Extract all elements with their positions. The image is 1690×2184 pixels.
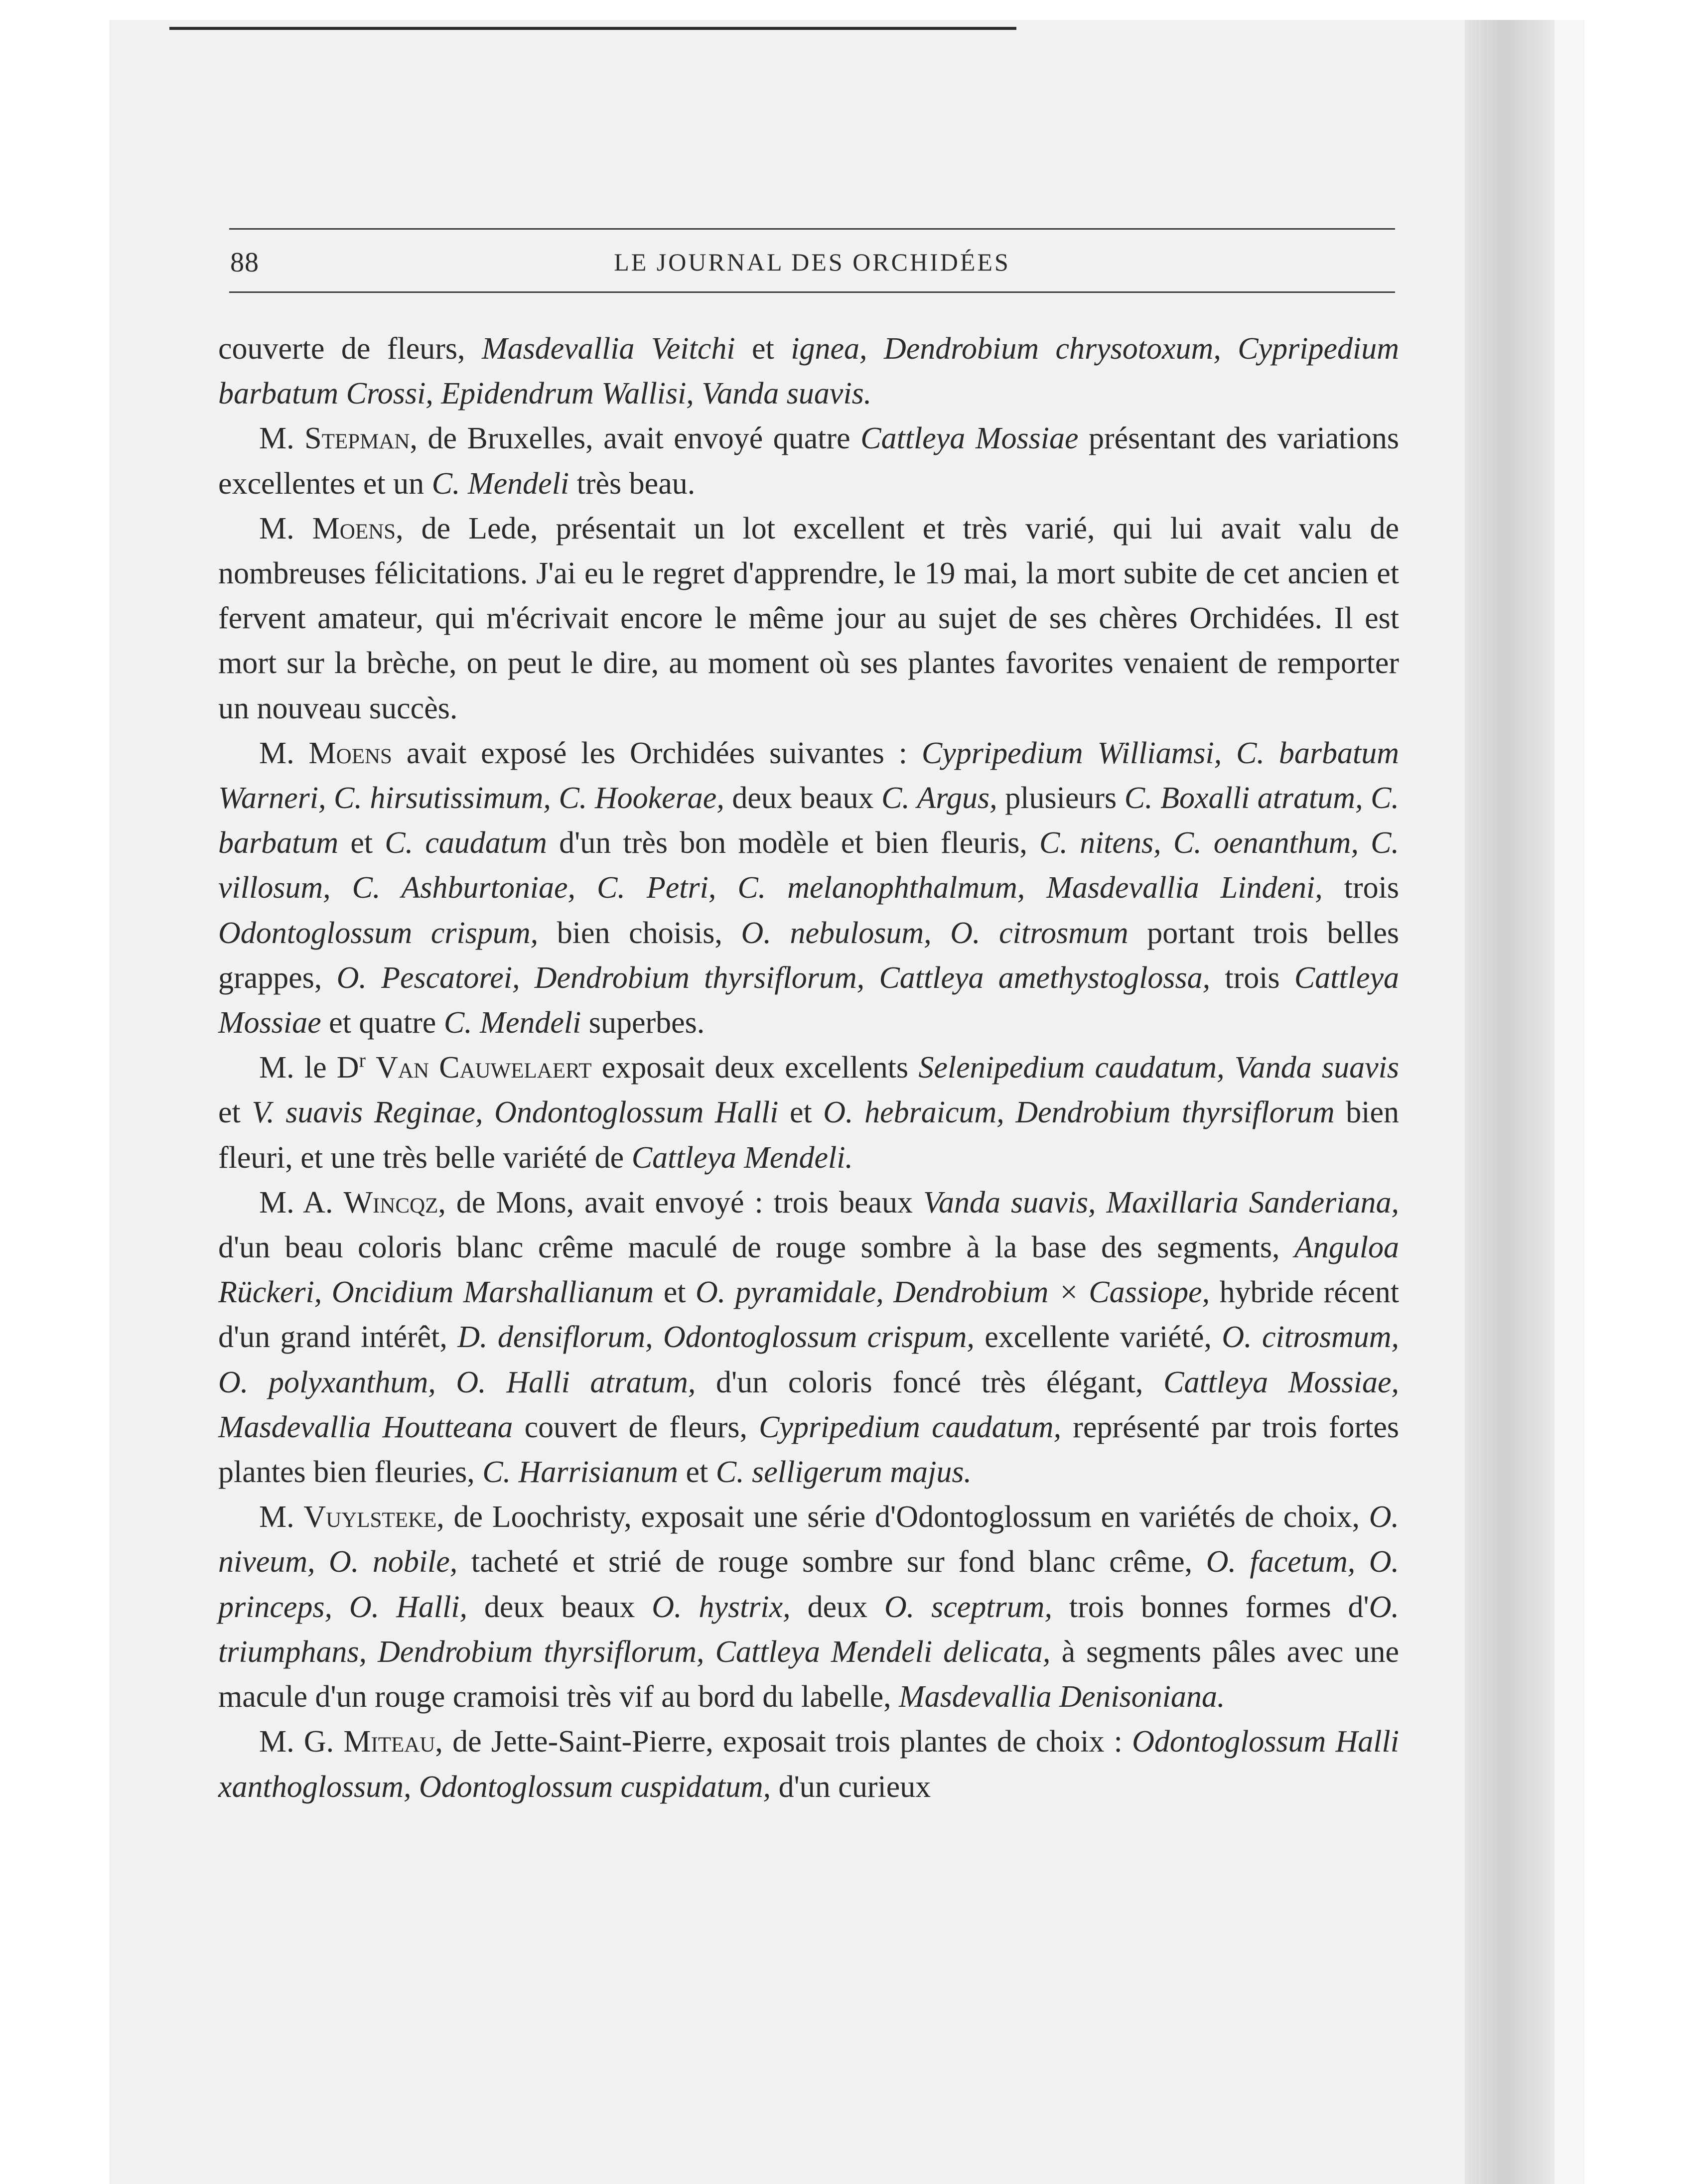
- italic-text: C. Boxalli atratum, C. barbatum: [218, 781, 1399, 860]
- italic-text: Cattleya Mossiae, Masdevallia Houtteana: [218, 1365, 1399, 1444]
- italic-text: Odontoglossum Halli xanthoglossum, Odontoglossum cuspidatum,: [218, 1725, 1399, 1804]
- text-run: et: [338, 826, 385, 860]
- text-run: trois: [1322, 871, 1399, 905]
- italic-text: C. selligerum majus.: [715, 1455, 972, 1490]
- text-run: bien choisis,: [538, 916, 741, 950]
- italic-text: O. hystrix,: [652, 1590, 791, 1624]
- text-run: [366, 1051, 376, 1085]
- text-run: portant trois belles grappes,: [218, 916, 1399, 995]
- text-run: très beau.: [569, 466, 696, 501]
- text-run: M.: [259, 421, 305, 456]
- paragraph: [218, 416, 1399, 506]
- italic-text: C. Mendeli: [431, 466, 569, 501]
- italic-text: O. nebulosum, O. citrosmum: [741, 916, 1128, 950]
- text-run: deux beaux: [467, 1590, 652, 1624]
- italic-text: O. niveum, O. nobile,: [218, 1500, 1399, 1579]
- name-smallcaps: Stepman: [304, 421, 410, 456]
- text-run: superbes.: [581, 1006, 705, 1040]
- text-run: d'un très bon modèle et bien fleuris,: [547, 826, 1040, 860]
- name-smallcaps: Wincqz: [343, 1185, 438, 1220]
- text-run: et: [218, 1095, 252, 1130]
- text-run: couverte de fleurs,: [218, 332, 482, 366]
- italic-text: C. Harrisianum: [482, 1455, 679, 1490]
- italic-text: O. citrosmum, O. polyxanthum, O. Halli atratum,: [218, 1320, 1399, 1399]
- scan-artifact-line: [169, 27, 1016, 30]
- running-title: LE JOURNAL DES ORCHIDÉES: [614, 248, 1010, 276]
- page-gutter-shadow: [1465, 20, 1554, 2184]
- italic-text: C. caudatum: [385, 826, 547, 860]
- name-smallcaps: Vuylsteke: [303, 1500, 437, 1534]
- text-run: M.: [259, 511, 312, 546]
- text-run: présentant des variations excellentes et un: [218, 421, 1399, 501]
- text-run: M.: [259, 1500, 304, 1534]
- text-run: d'un coloris foncé très élégant,: [696, 1365, 1164, 1399]
- text-run: couvert de fleurs,: [513, 1410, 759, 1444]
- text-run: deux beaux: [724, 781, 882, 816]
- text-run: d'un beau coloris blanc crême maculé de rouge sombre à la base des segments,: [218, 1230, 1294, 1265]
- text-run: M. le D: [259, 1051, 359, 1085]
- text-run: d'un curieux: [771, 1770, 931, 1804]
- text-run: et: [678, 1455, 716, 1490]
- italic-text: D. densiflorum, Odontoglossum crispum,: [457, 1320, 975, 1355]
- italic-text: Cattleya Mossiae: [218, 960, 1399, 1040]
- italic-text: ignea, Dendrobium chrysotoxum, Cypripedium barbatum Crossi, Epidendrum Wallisi, Vanda suavis.: [218, 332, 1400, 411]
- italic-text: Cypripedium Williamsi, C. barbatum Warneri, C. hirsutissimum, C. Hookerae,: [218, 736, 1399, 816]
- italic-text: Vanda suavis, Maxillaria Sanderiana,: [923, 1185, 1399, 1220]
- text-run: et: [735, 332, 791, 366]
- header-rule-bottom: [229, 291, 1395, 293]
- name-smallcaps: Van Cauwelaert: [376, 1051, 592, 1085]
- italic-text: C. Mendeli: [443, 1006, 581, 1040]
- text-run: excellente variété,: [974, 1320, 1222, 1355]
- text-run: tacheté et strié de rouge sombre sur fond blanc crême,: [457, 1545, 1206, 1579]
- italic-text: C. nitens, C. oenanthum, C. villosum, C. Ashburtoniae, C. Petri, C. melanophthalmum, Masdevallia Lindeni,: [218, 826, 1400, 905]
- paragraph: [218, 326, 1399, 416]
- text-run: hybride récent d'un grand intérêt,: [218, 1275, 1399, 1355]
- text-run: et: [654, 1275, 696, 1310]
- paragraph: [218, 1045, 1399, 1180]
- text-run: à segments pâles avec une macule d'un rouge cramoisi très vif au bord du labelle,: [218, 1635, 1399, 1714]
- italic-text: Anguloa Rückeri, Oncidium Marshallianum: [218, 1230, 1399, 1310]
- page-number: 88: [230, 247, 259, 278]
- text-run: plusieurs: [997, 781, 1125, 816]
- article-body: [218, 326, 1399, 1809]
- text-run: exposait deux excellents: [591, 1051, 919, 1085]
- name-smallcaps: Miteau: [343, 1725, 435, 1759]
- text-run: deux: [790, 1590, 884, 1624]
- text-run: , de Bruxelles, avait envoyé quatre: [410, 421, 861, 456]
- italic-text: O. hebraicum, Dendrobium thyrsiflorum: [823, 1095, 1335, 1130]
- superscript: r: [359, 1049, 366, 1072]
- text-run: trois bonnes formes d': [1052, 1590, 1369, 1624]
- italic-text: O. sceptrum,: [884, 1590, 1052, 1624]
- text-run: trois: [1210, 960, 1294, 995]
- paragraph: [218, 731, 1399, 1045]
- italic-text: C. Argus,: [881, 781, 997, 816]
- paragraph: [218, 1180, 1399, 1495]
- name-smallcaps: Moens: [312, 511, 396, 546]
- paragraph: [218, 1495, 1399, 1719]
- text-run: M.: [259, 736, 309, 770]
- text-run: et quatre: [321, 1006, 444, 1040]
- paragraph: [218, 1719, 1399, 1809]
- text-run: et: [778, 1095, 824, 1130]
- text-run: , de Loochristy, exposait une série d'Odontoglossum en variétés de choix,: [436, 1500, 1369, 1534]
- text-run: M. G.: [259, 1725, 344, 1759]
- italic-text: O. pyramidale, Dendrobium × Cassiope,: [696, 1275, 1210, 1310]
- italic-text: Odontoglossum crispum,: [218, 916, 539, 950]
- italic-text: Cattleya Mendeli.: [631, 1140, 853, 1175]
- italic-text: O. triumphans, Dendrobium thyrsiflorum, Cattleya Mendeli delicata,: [218, 1590, 1399, 1669]
- text-run: , de Lede, présentait un lot excellent et très varié, qui lui avait valu de nombreuses félicitations. J'ai eu le regret d'apprendre, le 19 mai, la mort subite de cet ancien et fervent amateur, qui m'écrivait encore le même jour au sujet de ses chères Orchidées. Il est mort sur la brèche, on peut le dire, au moment où ses plantes favorites venaient de remporter un nouveau succès.: [218, 511, 1399, 725]
- text-run: représenté par trois fortes plantes bien fleuries,: [218, 1410, 1400, 1490]
- text-run: , de Mons, avait envoyé : trois beaux: [438, 1185, 923, 1220]
- text-run: avait exposé les Orchidées suivantes :: [392, 736, 922, 770]
- italic-text: Cypripedium caudatum,: [759, 1410, 1062, 1444]
- header-rule-top: [229, 228, 1395, 230]
- text-run: bien fleuri, et une très belle variété de: [218, 1095, 1399, 1175]
- italic-text: O. Pescatorei, Dendrobium thyrsiflorum, Cattleya amethystoglossa,: [336, 960, 1211, 995]
- text-run: M. A.: [259, 1185, 344, 1220]
- text-run: , de Jette-Saint-Pierre, exposait trois plantes de choix :: [435, 1725, 1132, 1759]
- paragraph: [218, 506, 1399, 731]
- italic-text: Masdevallia Denisoniana.: [899, 1680, 1225, 1714]
- italic-text: Cattleya Mossiae: [860, 421, 1079, 456]
- page-edge: [1554, 20, 1584, 2184]
- italic-text: Selenipedium caudatum, Vanda suavis: [918, 1051, 1399, 1085]
- name-smallcaps: Moens: [308, 736, 392, 770]
- italic-text: O. facetum, O. princeps, O. Halli,: [218, 1545, 1400, 1624]
- italic-text: V. suavis Reginae, Ondontoglossum Halli: [252, 1095, 779, 1130]
- italic-text: Masdevallia Veitchi: [481, 332, 735, 366]
